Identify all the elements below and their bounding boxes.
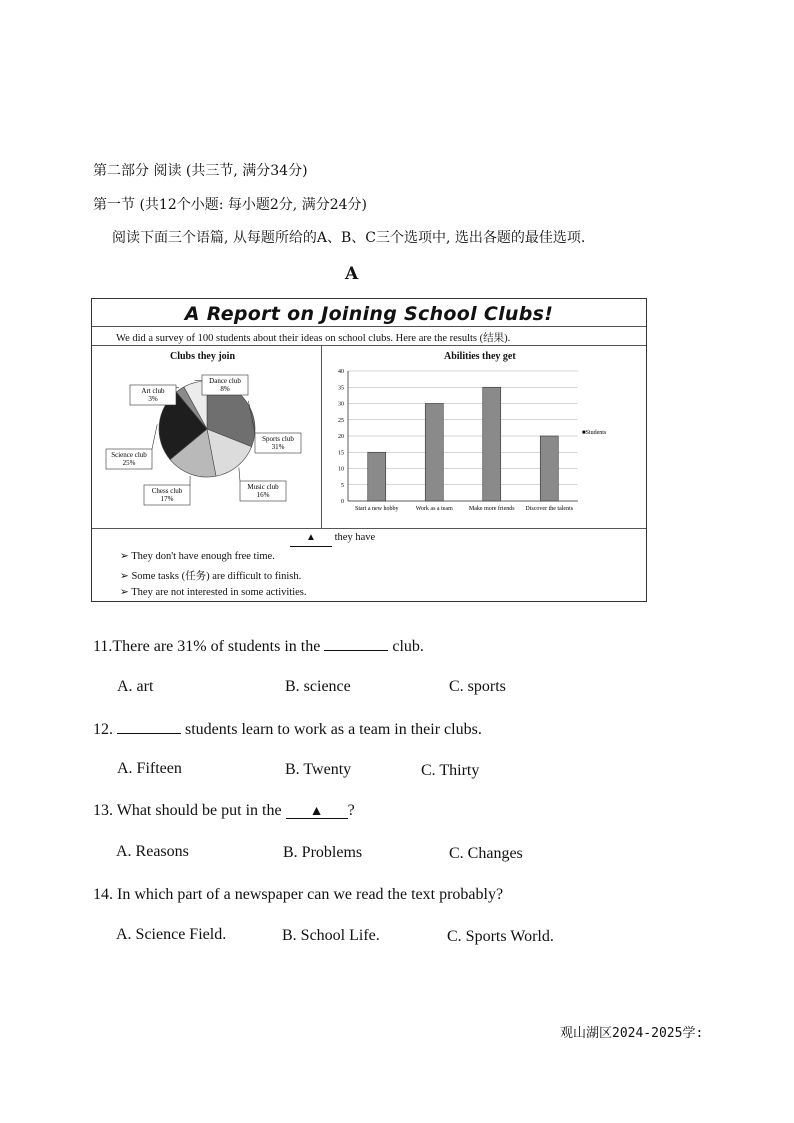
y-tick-label: 25 <box>338 417 344 424</box>
q13-option-c[interactable]: C. Changes <box>449 845 523 862</box>
q12-option-b[interactable]: B. Twenty <box>285 761 352 778</box>
part-heading: 第二部分 阅读 (共三节, 满分34分) <box>93 163 308 179</box>
answer-blank-12[interactable] <box>117 719 181 734</box>
bullet-2: ➢ Some tasks (任务) are difficult to finish. <box>120 571 302 582</box>
pie-label: Dance club <box>209 377 241 385</box>
pie-chart <box>92 361 320 511</box>
question-14: 14. In which part of a newspaper can we read the text probably? <box>93 886 504 903</box>
q14-option-a[interactable]: A. Science Field. <box>116 926 227 943</box>
passage-label: A <box>345 264 359 284</box>
bullet-3: ➢ They are not interested in some activities. <box>120 587 307 598</box>
bullet-1: ➢ They don't have enough free time. <box>120 551 275 562</box>
x-tick-label: Discover the talents <box>525 506 574 512</box>
x-tick-label: Start a new hobby <box>355 506 399 512</box>
x-tick-label: Work as a team <box>415 506 453 512</box>
pie-label: Music club <box>247 483 279 491</box>
x-tick-label: Make more friends <box>468 506 515 512</box>
q11-option-c[interactable]: C. sports <box>449 678 506 695</box>
bar-chart <box>324 361 644 527</box>
y-tick-label: 5 <box>341 482 344 489</box>
y-tick-label: 10 <box>338 466 344 473</box>
triangle-blank: ▲ <box>290 532 332 547</box>
q11-option-b[interactable]: B. science <box>285 678 351 695</box>
y-tick-label: 30 <box>338 401 344 408</box>
q14-option-b[interactable]: B. School Life. <box>282 927 380 944</box>
y-tick-label: 20 <box>338 434 344 440</box>
q11-option-a[interactable]: A. art <box>117 678 154 695</box>
q13-option-a[interactable]: A. Reasons <box>116 843 189 860</box>
pie-leader-line <box>152 424 157 449</box>
report-intro: We did a survey of 100 students about their ideas on school clubs. Here are the results (结果). <box>116 333 511 344</box>
bar-start-a-new-hobby <box>368 452 386 501</box>
instruction-text: 阅读下面三个语篇, 从每题所给的A、B、C三个选项中, 选出各题的最佳选项. <box>112 230 586 246</box>
q14-option-c[interactable]: C. Sports World. <box>447 928 554 945</box>
problems-heading: ▲ they have <box>290 532 375 547</box>
pie-value-label: 31% <box>271 443 285 451</box>
y-tick-label: 15 <box>338 450 344 457</box>
bar-legend: ■Students <box>582 430 607 436</box>
q13-option-b[interactable]: B. Problems <box>283 844 363 861</box>
pie-label: Science club <box>111 451 147 459</box>
bar-work-as-a-team <box>425 404 443 502</box>
pie-label: Chess club <box>151 487 183 495</box>
y-tick-label: 35 <box>338 385 344 392</box>
footer-text: 观山湖区2024-2025学: <box>560 1026 704 1041</box>
pie-value-label: 25% <box>122 459 136 467</box>
pie-leader-line <box>239 468 240 481</box>
pie-value-label: 17% <box>160 495 174 503</box>
answer-blank-13[interactable]: ▲ <box>286 804 348 819</box>
pie-title: Clubs they join <box>170 351 236 362</box>
bar-discover-the-talents <box>540 436 558 501</box>
q12-option-a[interactable]: A. Fifteen <box>117 760 182 777</box>
report-title: A Report on Joining School Clubs! <box>184 303 554 325</box>
y-tick-label: 0 <box>341 499 344 505</box>
pie-value-label: 16% <box>256 491 270 499</box>
section-heading: 第一节 (共12个小题: 每小题2分, 满分24分) <box>93 197 367 213</box>
bar-make-more-friends <box>483 387 501 501</box>
question-11: 11.There are 31% of students in the club. <box>93 638 424 655</box>
y-tick-label: 40 <box>338 369 344 375</box>
bar-title: Abilities they get <box>444 351 516 362</box>
pie-label: Sports club <box>262 435 294 443</box>
pie-label: Art club <box>141 387 165 395</box>
pie-value-label: 8% <box>220 385 230 393</box>
report-figure <box>91 298 647 602</box>
pie-value-label: 3% <box>148 395 158 403</box>
q12-option-c[interactable]: C. Thirty <box>421 762 480 779</box>
question-12: 12. students learn to work as a team in their clubs. <box>93 721 482 738</box>
answer-blank-11[interactable] <box>324 636 388 651</box>
question-13: 13. What should be put in the ▲ ? <box>93 802 355 819</box>
